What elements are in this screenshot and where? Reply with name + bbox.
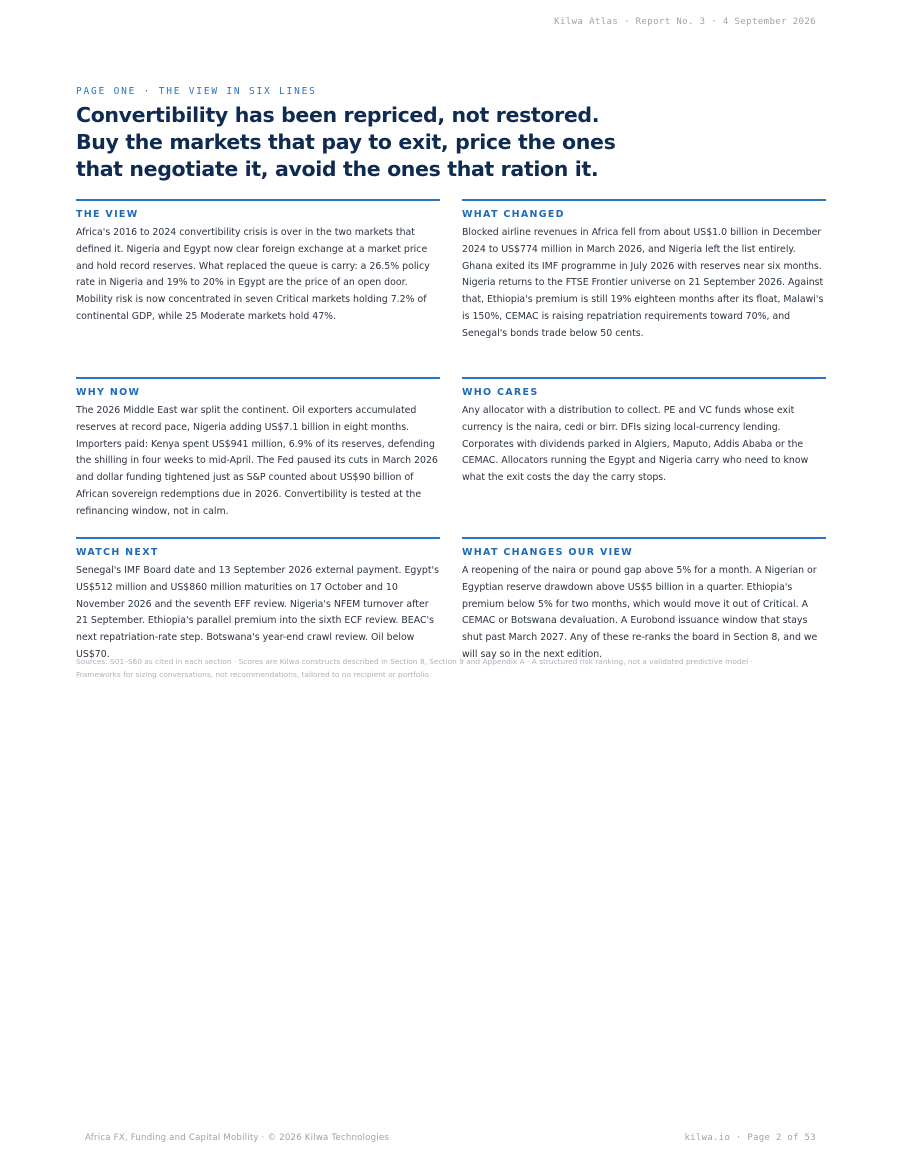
page-headline: Convertibility has been repriced, not restored. Buy the markets that pay to exit, price the ones that negotiate it, avoid the ones that ration it. (76, 103, 616, 181)
running-head: Kilwa Atlas · Report No. 3 · 4 September 2026 (554, 17, 816, 27)
section-label: WHY NOW (76, 387, 141, 398)
section-body: A reopening of the naira or pound gap above 5% for a month. A Nigerian or Egyptian reserve drawdown above US$5 billion in a quarter. Ethiopia's premium below 5% for two months, which would move it out of Critical. A CEMAC or Botswana devaluation. A Eurobond issuance window that stays shut past March 2027. Any of these re-ranks the board in Section 8, and we will say so in the next edition. (462, 565, 818, 660)
section-who-cares (462, 377, 826, 537)
section-body: The 2026 Middle East war split the continent. Oil exporters accumulated reserves at record pace, Nigeria adding US$7.1 billion in eight months. Importers paid: Kenya spent US$941 million, 6.9% of its reserves, defending the shilling in four weeks to mid-April. The Fed paused its cuts in March 2026 and dollar funding tightened just as S&P counted about US$90 billion of African sovereign redemptions due in 2026. Convertibility is tested at the refinancing window, not in calm. (76, 405, 438, 517)
footer-right: kilwa.io · Page 2 of 53 (684, 1133, 816, 1143)
sections-grid (76, 199, 826, 687)
section-body: Senegal's IMF Board date and 13 September 2026 external payment. Egypt's US$512 million and US$860 million maturities on 17 October and 10 November 2026 and the seventh EFF review. Nigeria's NFEM turnover after 21 September. Ethiopia's parallel premium into the sixth ECF review. BEAC's next repatriation-rate step. Botswana's year-end crawl review. Oil below US$70. (76, 565, 440, 660)
section-label: THE VIEW (76, 209, 139, 220)
section-body: Africa's 2016 to 2024 convertibility crisis is over in the two markets that defined it. Nigeria and Egypt now clear foreign exchange at a market price and hold record reserves. What replaced the queue is carry: a 26.5% policy rate in Nigeria and 19% to 20% in Egypt are the price of an open door. Mobility risk is now concentrated in seven Critical markets holding 7.2% of continental GDP, while 25 Moderate markets hold 47%. (76, 227, 430, 322)
section-label: WHAT CHANGED (462, 209, 565, 220)
section-body: Any allocator with a distribution to collect. PE and VC funds whose exit currency is the naira, cedi or birr. DFIs sizing local-currency lending. Corporates with dividends parked in Algiers, Maputo, Addis Ababa or the CEMAC. Allocators running the Egypt and Nigeria carry who need to know what the exit costs the day the carry stops. (462, 405, 809, 484)
sources-note: Sources: S01–S60 as cited in each section · Scores are Kilwa constructs described in Section 8, Section 9 and Appendix A · A structured risk ranking, not a validated predictive model · Frameworks for sizing conversations, not recommendations, tailored to no recipient or portfolio. (76, 657, 753, 679)
section-what-changed (462, 199, 826, 377)
section-why-now (76, 377, 440, 537)
section-label: WHAT CHANGES OUR VIEW (462, 547, 634, 558)
page-kicker: PAGE ONE · THE VIEW IN SIX LINES (76, 86, 317, 97)
section-label: WHO CARES (462, 387, 539, 398)
section-the-view (76, 199, 440, 377)
section-body: Blocked airline revenues in Africa fell from about US$1.0 billion in December 2024 to US$774 million in March 2026, and Nigeria left the list entirely. Ghana exited its IMF programme in July 2026 with reserves near six months. Nigeria returns to the FTSE Frontier universe on 21 September 2026. Against that, Ethiopia's premium is still 19% eighteen months after its float, Malawi's is 150%, CEMAC is raising repatriation requirements toward 70%, and Senegal's bonds trade below 50 cents. (462, 227, 824, 339)
footer-left: Africa FX, Funding and Capital Mobility · © 2026 Kilwa Technologies (85, 1133, 390, 1143)
section-label: WATCH NEXT (76, 547, 159, 558)
